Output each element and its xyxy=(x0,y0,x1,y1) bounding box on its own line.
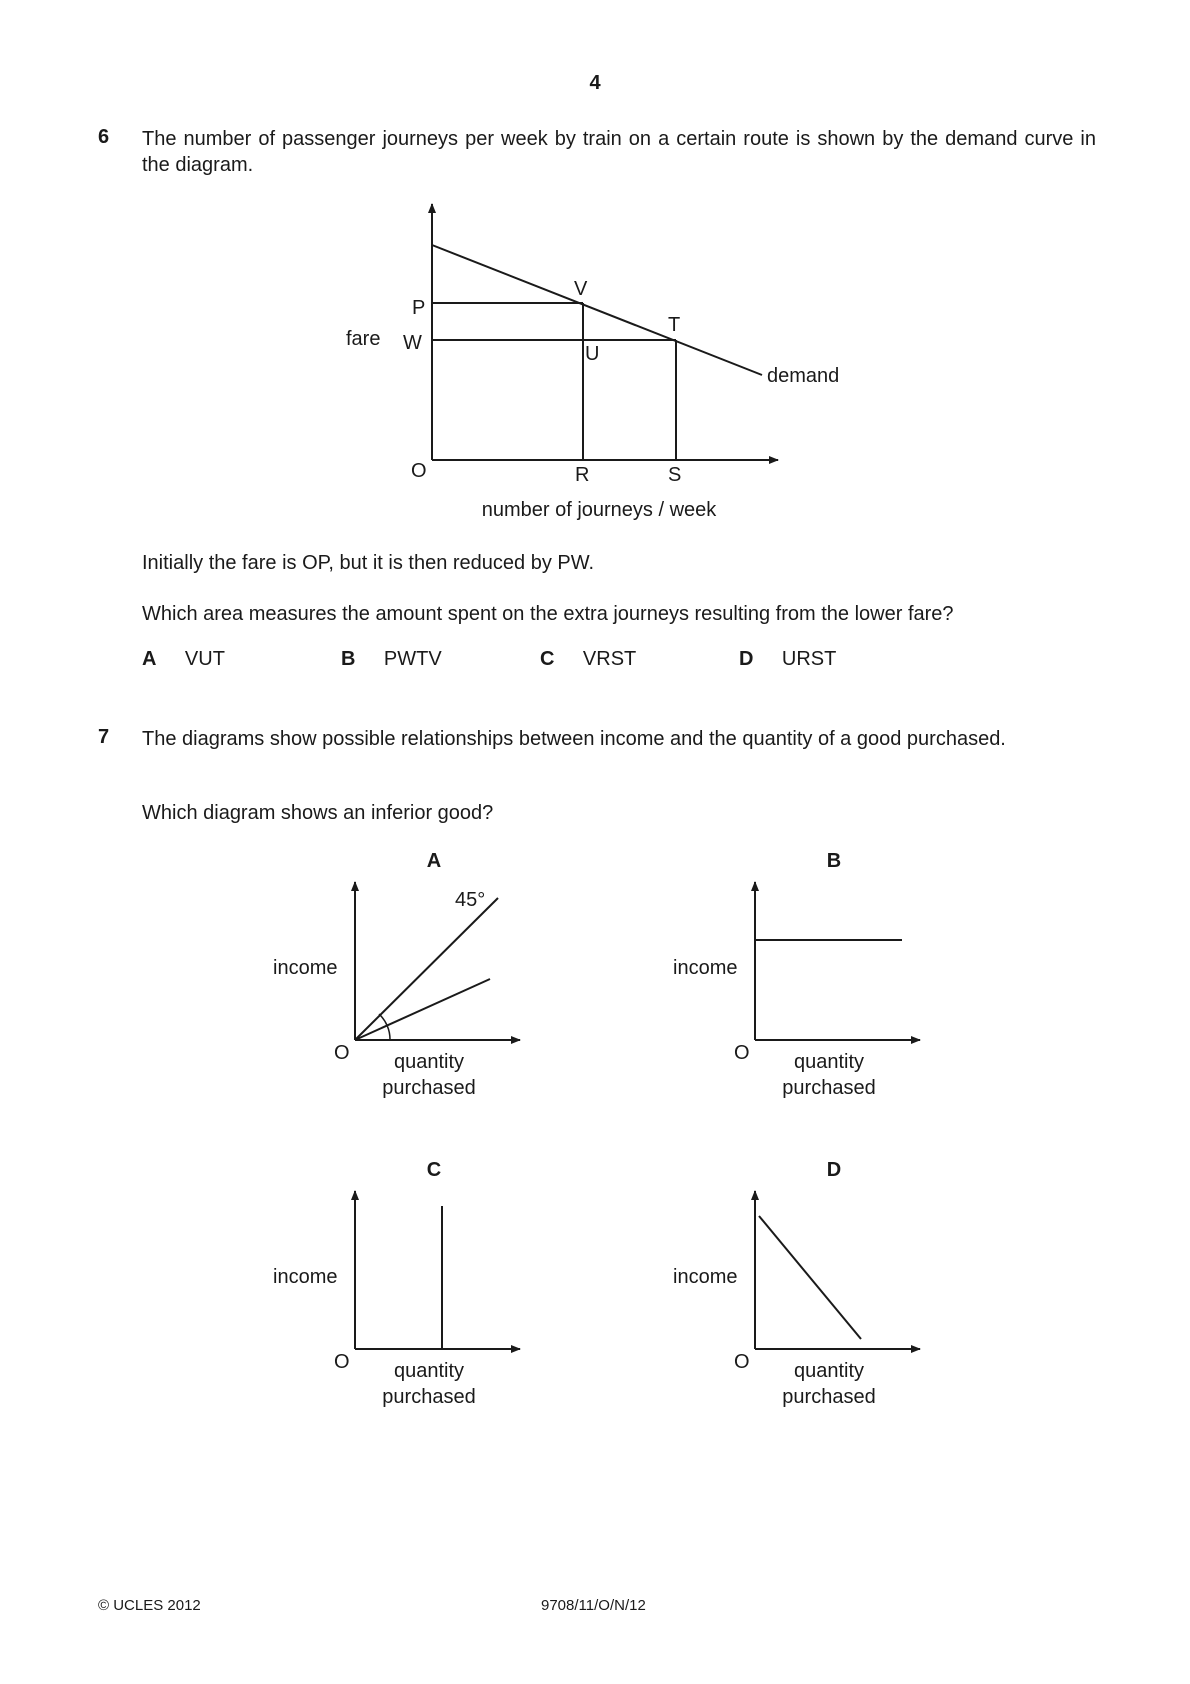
diagram-c-origin: O xyxy=(334,1351,350,1373)
diagram-b-origin: O xyxy=(734,1042,750,1064)
diagram-a-origin: O xyxy=(334,1042,350,1064)
point-r-label: R xyxy=(575,464,590,486)
question-6-line2: Which area measures the amount spent on the extra journeys resulting from the lower fare? xyxy=(142,603,954,625)
question-7-stem: The diagrams show possible relationships between income and the quantity of a good purchased. xyxy=(142,728,1006,750)
diagram-b xyxy=(673,850,920,1099)
diagram-c xyxy=(273,1159,520,1408)
journeys-axis-label: number of journeys / week xyxy=(481,499,717,521)
question-7-question: Which diagram shows an inferior good? xyxy=(142,802,494,824)
diagram-d-letter: D xyxy=(826,1159,842,1181)
diagram-a-angle-label: 45° xyxy=(455,889,486,911)
diagram-a-x-label-2: purchased xyxy=(382,1077,476,1099)
diagram-a-y-label: income xyxy=(273,957,338,979)
question-7-number: 7 xyxy=(98,726,110,748)
diagram-d-origin: O xyxy=(734,1351,750,1373)
point-w-label: W xyxy=(403,332,422,354)
diagram-b-x-label-1: quantity xyxy=(793,1051,865,1073)
origin-label: O xyxy=(411,460,427,482)
option-a-text: VUT xyxy=(184,648,225,670)
option-b-text: PWTV xyxy=(383,648,442,670)
diagram-c-x-label-1: quantity xyxy=(393,1360,465,1382)
diagram-d xyxy=(673,1159,920,1408)
diagram-d-x-label-2: purchased xyxy=(782,1386,876,1408)
page-number: 4 xyxy=(589,72,601,94)
point-t-label: T xyxy=(668,314,681,336)
diagram-d-x-label-1: quantity xyxy=(793,1360,865,1382)
option-d-letter: D xyxy=(739,648,754,670)
question-6-line1: Initially the fare is OP, but it is then reduced by PW. xyxy=(142,552,595,574)
diagram-d-downward-line xyxy=(759,1216,861,1339)
diagram-b-letter: B xyxy=(826,850,842,872)
option-d-text: URST xyxy=(781,648,837,670)
diagram-a xyxy=(273,850,520,1099)
diagram-a-45-line xyxy=(355,898,498,1040)
point-u-label: U xyxy=(585,343,600,365)
question-6-number: 6 xyxy=(98,126,110,148)
diagram-a-letter: A xyxy=(426,850,442,872)
diagram-a-income-line xyxy=(355,979,490,1040)
diagram-b-y-label: income xyxy=(673,957,738,979)
footer-code: 9708/11/O/N/12 xyxy=(541,1597,646,1614)
footer-copyright: © UCLES 2012 xyxy=(98,1597,201,1614)
point-s-label: S xyxy=(668,464,682,486)
diagram-b-x-label-2: purchased xyxy=(782,1077,876,1099)
option-c-text: VRST xyxy=(582,648,637,670)
option-c-letter: C xyxy=(540,648,555,670)
point-v-label: V xyxy=(574,278,588,300)
diagram-d-y-label: income xyxy=(673,1266,738,1288)
option-b-letter: B xyxy=(341,648,356,670)
point-p-label: P xyxy=(412,297,426,319)
diagram-c-x-label-2: purchased xyxy=(382,1386,476,1408)
option-a-letter: A xyxy=(142,648,157,670)
demand-curve-label: demand xyxy=(767,365,840,387)
diagram-a-x-label-1: quantity xyxy=(393,1051,465,1073)
fare-axis-label: fare xyxy=(346,328,381,350)
diagram-c-y-label: income xyxy=(273,1266,338,1288)
question-6-stem: The number of passenger journeys per week by train on a certain route is shown by the demand curve in the diagram. xyxy=(142,128,1096,176)
diagram-c-letter: C xyxy=(426,1159,442,1181)
